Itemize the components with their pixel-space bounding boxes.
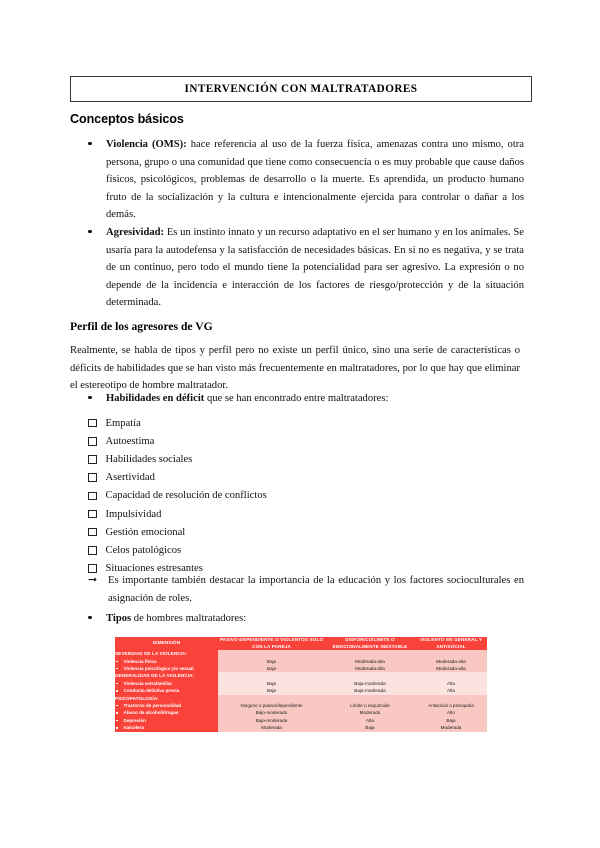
list-item-label: Celos patológicos (105, 544, 182, 556)
list-item-label: Capacidad de resolución de conflictos (105, 490, 267, 502)
subrow-label: Conducta delictiva previa (123, 688, 180, 694)
checkbox-icon[interactable] (88, 437, 97, 446)
bullet-agresividad (106, 224, 524, 312)
list-item-label: Situaciones estresantes (105, 563, 203, 575)
value: Alta (366, 717, 374, 723)
section-subrow (115, 702, 218, 709)
section-subrow (115, 724, 218, 731)
bullet-dot-icon (88, 230, 92, 234)
habilidades-text: que se han encontrado entre maltratadores: (204, 393, 389, 404)
value: Baja-moderada (354, 688, 386, 694)
spacer (415, 650, 487, 657)
tipos-text: de hombres maltratadores: (131, 613, 247, 624)
table-header-dimension: DIMENSIÓN (115, 637, 218, 650)
bullet-violencia-text: hace referencia al uso de la fuerza física, amenazas contra uno mismo, otra persona, grupo o una comunidad que tiene como consecuencia o es muy probable que cause daños físicos, psicológicos, problemas de desarrollo o la muerte. Es aprendida, un producto humano fruto de la socialización y la cultura e intencionalmente ejercida para controlar o dañar a los demás. (106, 139, 524, 220)
table-cell-psicopatologia-col4 (415, 695, 487, 732)
table-section-severidad (115, 650, 218, 672)
bullet-habilidades-deficit (106, 390, 524, 408)
value: Límite o esquizoide (350, 703, 390, 709)
list-item[interactable] (88, 450, 408, 468)
bullet-agresividad-term: Agresividad: (106, 227, 165, 238)
section-title: PSICOPATOLOGÍA: (115, 695, 159, 701)
square-bullet-icon (116, 705, 118, 707)
list-item-label: Asertividad (105, 472, 155, 484)
value: Baja (266, 658, 277, 664)
bullet-tipos (106, 610, 522, 628)
value: Baja (266, 665, 277, 671)
table-header-row (115, 637, 487, 650)
list-item-label: Habilidades sociales (105, 453, 193, 465)
table-header-disforico-limite: DISFÓRICO/LÍMITE O EMOCIONALMENTE INESTABLE (325, 637, 415, 650)
heading-conceptos-basicos: Conceptos básicos (70, 112, 184, 126)
checkbox-icon[interactable] (88, 492, 97, 501)
list-item[interactable] (88, 541, 408, 559)
arrow-note-text: Es importante también destacar la importancia de la educación y los factores socioculturales en asignación de roles. (108, 575, 524, 604)
paragraph-perfil-intro: Realmente, se habla de tipos y perfil pero no existe un perfil único, sino una serie de características o déficits de habilidades que se han visto más frecuentemente en maltratadores, por lo que hay que eliminar el estereotipo de hombre maltratador. (70, 345, 520, 391)
section-title: SEVERIDAD DE LA VIOLENCIA: (115, 651, 188, 657)
list-item-label: Empatía (105, 417, 141, 429)
value: Alto (447, 710, 455, 716)
section-subrow (115, 665, 218, 672)
list-item[interactable] (88, 505, 408, 523)
subrow-label: Violencia psicológica y/o sexual (123, 666, 194, 671)
table-section-generalidad (115, 672, 218, 694)
spacer (218, 650, 325, 657)
list-item[interactable] (88, 469, 408, 487)
value: Moderada-alta (355, 665, 385, 671)
value: Moderada (261, 725, 282, 731)
subrow-label: Trastorno de personalidad (123, 703, 182, 709)
spacer (415, 672, 487, 679)
value: Moderada-alta (355, 658, 385, 664)
table-row (115, 695, 487, 732)
table-cell-generalidad-col3 (325, 672, 415, 694)
table-cell-generalidad-col2 (218, 672, 325, 694)
value: Alta (447, 680, 455, 686)
arrow-note (88, 572, 524, 607)
list-item[interactable] (88, 432, 408, 450)
checkbox-list-habilidades (88, 414, 408, 578)
table-row (115, 650, 487, 672)
value: Bajo-moderado (255, 710, 288, 716)
section-subrow (115, 717, 218, 724)
square-bullet-icon (116, 668, 118, 670)
table-cell-generalidad-col4 (415, 672, 487, 694)
bullet-violencia-term: Violencia (OMS): (106, 139, 187, 150)
spacer (415, 695, 487, 702)
checkbox-icon[interactable] (88, 546, 97, 555)
checkbox-icon[interactable] (88, 510, 97, 519)
square-bullet-icon (116, 727, 118, 729)
square-bullet-icon (116, 661, 118, 663)
bullet-dot-icon (88, 396, 92, 400)
value: Baja (446, 717, 456, 723)
table-header-violento-general: VIOLENTO EN GENERAL Y ANTISOCIAL (415, 637, 487, 650)
spacer (325, 672, 415, 679)
value: Baja (266, 688, 277, 694)
square-bullet-icon (116, 690, 118, 692)
list-item[interactable] (88, 523, 408, 541)
tipos-term: Tipos (106, 613, 132, 624)
list-item[interactable] (88, 487, 408, 505)
bullet-violencia (106, 136, 524, 224)
table-cell-severidad-col4 (415, 650, 487, 672)
spacer (218, 695, 325, 702)
checkbox-icon[interactable] (88, 528, 97, 537)
square-bullet-icon (116, 720, 118, 722)
table-row (115, 672, 487, 694)
value: Baja-moderada (354, 680, 386, 686)
section-subrow (115, 680, 218, 687)
list-item-label: Impulsividad (105, 508, 162, 520)
value: Moderada-alta (436, 658, 466, 664)
section-subrow (115, 658, 218, 665)
table-cell-severidad-col3 (325, 650, 415, 672)
table-cell-psicopatologia-col2 (218, 695, 325, 732)
section-title: GENERALIDAD DE LA VIOLENCIA: (115, 673, 195, 679)
subrow-label: Depresión (123, 717, 146, 723)
bullet-dot-icon (88, 616, 92, 620)
table-cell-psicopatologia-col3 (325, 695, 415, 732)
value: Moderada-alta (436, 665, 466, 671)
bullet-dot-icon (88, 142, 92, 146)
checkbox-icon[interactable] (88, 419, 97, 428)
table-header-pasivo-dependiente: PASIVO-DEPENDIENTE O VIOLENTOS SOLO CON LA PAREJA (219, 637, 324, 649)
section-subrow (115, 687, 218, 694)
subrow-label: Violencia extrafamiliar (123, 680, 173, 686)
value: Baja (266, 680, 277, 686)
checkbox-icon[interactable] (88, 455, 97, 464)
subrow-label: Violencia física (123, 658, 157, 664)
habilidades-term: Habilidades en déficit (106, 393, 205, 404)
list-item-label: Gestión emocional (105, 526, 186, 538)
value: Ninguno o pasivo/dependiente (240, 703, 303, 709)
page-title: INTERVENCIÓN CON MALTRATADORES (184, 83, 418, 95)
value: Alta (447, 688, 455, 694)
list-item-label: Autoestima (105, 435, 155, 447)
value: Baja (365, 725, 375, 731)
spacer (218, 672, 325, 679)
value: Baja-moderada (255, 717, 288, 723)
subrow-label: Ira/cólera (123, 725, 144, 731)
checkbox-icon[interactable] (88, 473, 97, 482)
subrow-label: Abuso de alcohol/drogas (123, 710, 179, 716)
square-bullet-icon (116, 712, 118, 714)
value: Moderado (359, 710, 381, 716)
arrow-right-icon: ➞ (88, 574, 98, 586)
document-title-box (70, 76, 532, 102)
spacer (325, 650, 415, 657)
value: Moderada (440, 725, 462, 731)
tipos-maltratadores-table (115, 637, 487, 732)
section-subrow (115, 709, 218, 716)
heading-perfil-agresores: Perfil de los agresores de VG (70, 320, 213, 333)
table-cell-severidad-col2 (218, 650, 325, 672)
list-item[interactable] (88, 414, 408, 432)
spacer (325, 695, 415, 702)
value: Antisocial o psicopatía (428, 703, 474, 709)
bullet-agresividad-text: Es un instinto innato y un recurso adaptativo en el ser humano y en los animales. Se usaría para la autodefensa y la satisfacción de necesidades básicas. En sí no es negativa, y se trata de un continuo, pero todo el mundo tiene la potencialidad para ser agresivo. La expresión o no depende de la incidencia e interacción de los factores de riesgo/protección y de la situación determinada. (106, 227, 524, 308)
square-bullet-icon (116, 683, 118, 685)
table-section-psicopatologia (115, 695, 218, 732)
